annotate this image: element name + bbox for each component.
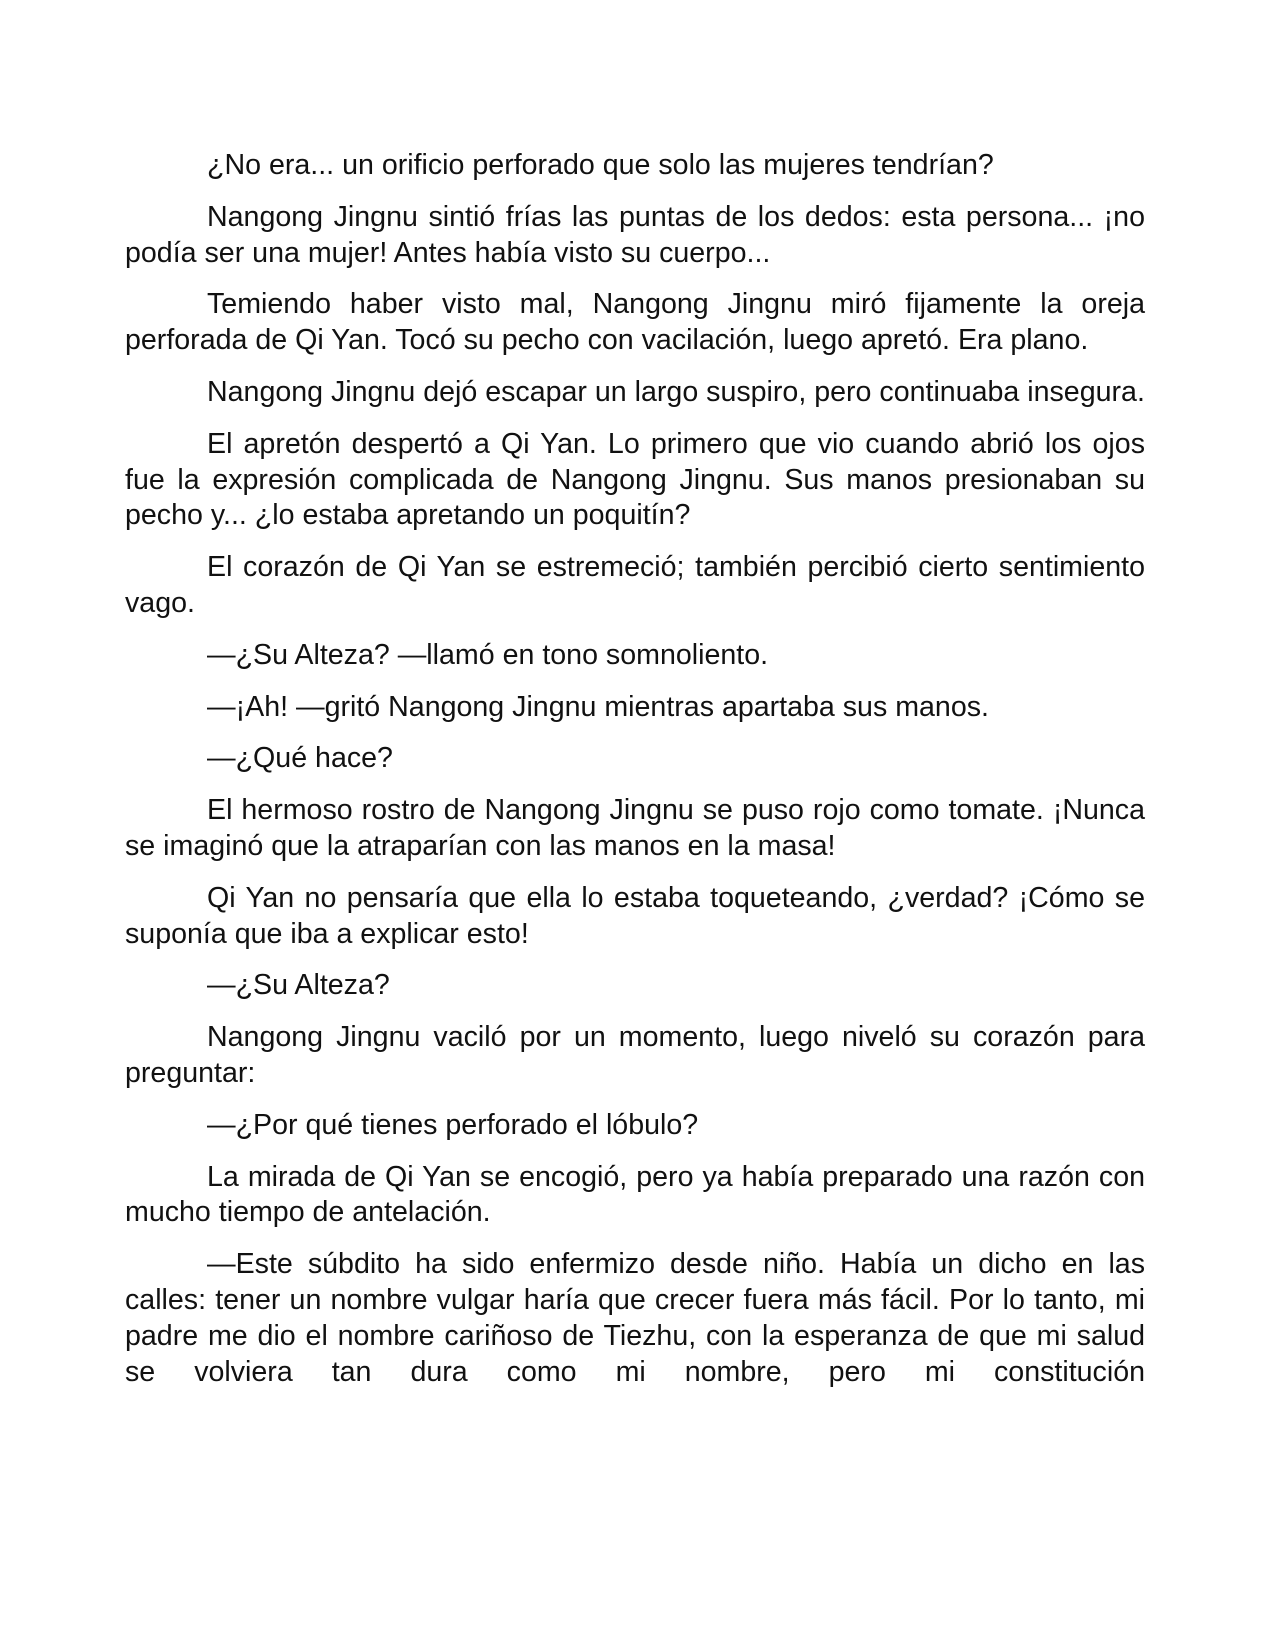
paragraph: Nangong Jingnu dejó escapar un largo suspiro, pero continuaba insegura. <box>207 375 1145 408</box>
paragraph: El hermoso rostro de Nangong Jingnu se puso rojo como tomate. ¡Nunca se imaginó que la atraparían con las manos en la masa! <box>125 794 1145 862</box>
paragraph: La mirada de Qi Yan se encogió, pero ya había preparado una razón con mucho tiempo de antelación. <box>125 1160 1145 1229</box>
dialogue-line: —¡Ah! —gritó Nangong Jingnu mientras apartaba sus manos. <box>207 690 989 723</box>
paragraph: El corazón de Qi Yan se estremeció; también percibió cierto sentimiento vago. <box>125 551 1145 619</box>
body-text <box>125 148 1145 1390</box>
paragraph: Nangong Jingnu vaciló por un momento, luego niveló su corazón para preguntar: <box>125 1021 1145 1089</box>
dialogue-line: —¿Su Alteza? <box>207 969 390 1002</box>
paragraph: Nangong Jingnu sintió frías las puntas de los dedos: esta persona... ¡no podía ser una mujer! Antes había visto su cuerpo... <box>125 200 1145 269</box>
dialogue-line: —Este súbdito ha sido enfermizo desde niño. Había un dicho en las calles: tener un nombre vulgar haría que crecer fuera más fácil. Por lo tanto, mi padre me dio el nombre cariñoso de Tiezhu, con la esperanza de que mi salud se volviera tan dura como mi nombre, pero mi constitución <box>125 1248 1145 1388</box>
paragraph: Temiendo haber visto mal, Nangong Jingnu miró fijamente la oreja perforada de Qi Yan. Tocó su pecho con vacilación, luego apretó. Era plano. <box>125 288 1145 357</box>
paragraph: El apretón despertó a Qi Yan. Lo primero que vio cuando abrió los ojos fue la expresión complicada de Nangong Jingnu. Sus manos presionaban su pecho y... ¿lo estaba apretando un poquitín? <box>125 427 1145 532</box>
paragraph: ¿No era... un orificio perforado que solo las mujeres tendrían? <box>207 149 994 181</box>
dialogue-line: —¿Su Alteza? —llamó en tono somnoliento. <box>207 638 769 671</box>
paragraph: Qi Yan no pensaría que ella lo estaba toqueteando, ¿verdad? ¡Cómo se suponía que iba a explicar esto! <box>125 881 1145 950</box>
dialogue-line: —¿Por qué tienes perforado el lóbulo? <box>207 1108 699 1141</box>
dialogue-line: —¿Qué hace? <box>207 742 393 775</box>
